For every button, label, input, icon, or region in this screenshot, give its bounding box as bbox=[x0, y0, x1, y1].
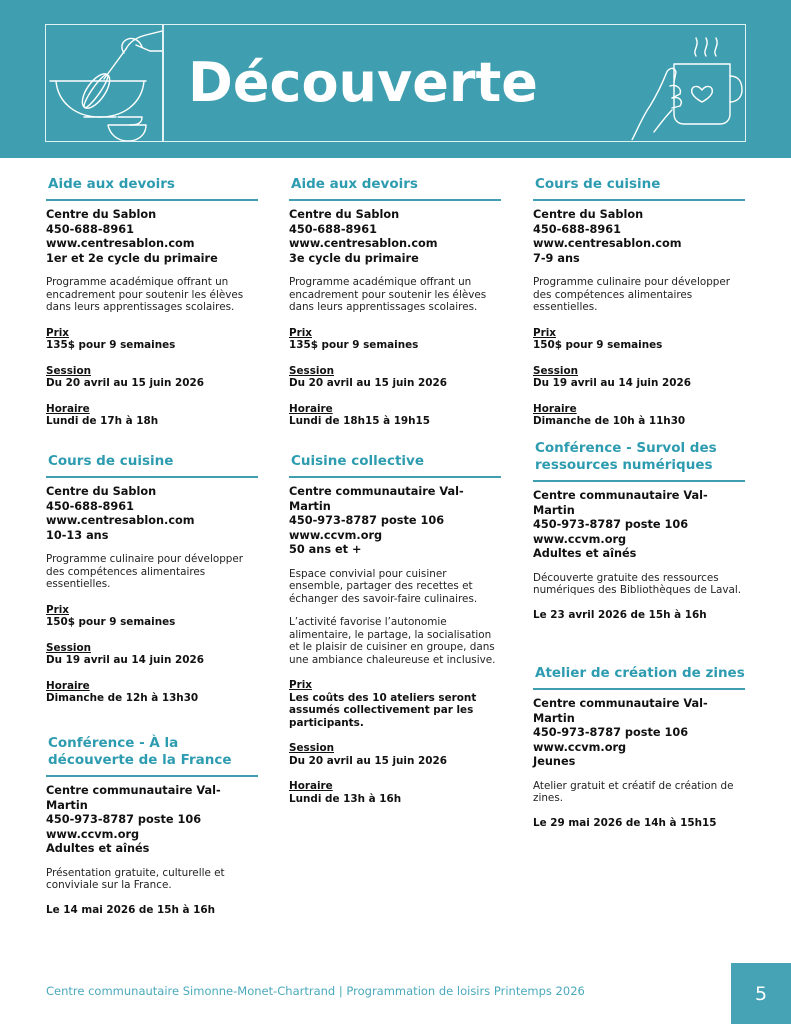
card-phone: 450-688-8961 bbox=[533, 222, 621, 236]
page-number: 5 bbox=[731, 963, 791, 1024]
card-title: Aide aux devoirs bbox=[291, 176, 418, 192]
card-date: Le 14 mai 2026 de 15h à 16h bbox=[46, 903, 215, 916]
card-phone: 450-688-8961 bbox=[46, 499, 134, 513]
card-description: Programme académique offrant un encadrement pour soutenir les élèves dans leurs apprentissages scolaires. bbox=[289, 276, 487, 313]
card-description: Programme culinaire pour développer des compétences alimentaires essentielles. bbox=[533, 276, 731, 313]
card-title: Atelier de création de zines bbox=[535, 665, 745, 681]
card-venue: Centre communautaire Val-Martin bbox=[46, 784, 221, 812]
session-label: Session bbox=[289, 742, 334, 754]
card-audience: 50 ans et + bbox=[289, 543, 362, 556]
card-venue: Centre communautaire Val-Martin bbox=[533, 489, 708, 517]
card-description: Présentation gratuite, culturelle et conviviale sur la France. bbox=[46, 866, 225, 891]
prix-label: Prix bbox=[289, 326, 313, 339]
card-title: Cours de cuisine bbox=[535, 176, 661, 192]
card-venue: Centre communautaire Val-Martin bbox=[289, 485, 464, 513]
horaire-label: Horaire bbox=[46, 402, 90, 415]
session-value: Du 20 avril au 15 juin 2026 bbox=[289, 754, 447, 767]
card-phone: 450-973-8787 poste 106 bbox=[533, 518, 689, 531]
horaire-label: Horaire bbox=[289, 402, 333, 415]
card-divider bbox=[46, 775, 258, 777]
prix-label: Prix bbox=[46, 326, 70, 339]
whisk-bowl-illustration-icon bbox=[46, 25, 162, 141]
session-label: Session bbox=[46, 641, 91, 654]
session-value: Du 19 avril au 14 juin 2026 bbox=[46, 654, 204, 666]
card-divider bbox=[46, 476, 258, 478]
card-website: www.ccvm.org bbox=[46, 827, 140, 841]
card-website: www.ccvm.org bbox=[533, 740, 627, 754]
horaire-value: Lundi de 18h15 à 19h15 bbox=[289, 415, 431, 427]
prix-value: 150$ pour 9 semaines bbox=[46, 616, 176, 628]
card-description: Espace convivial pour cuisiner ensemble, partager des recettes et échanger des savoir-faire culinaires. bbox=[289, 567, 478, 605]
card-aide-devoirs-1 bbox=[46, 176, 258, 428]
horaire-label: Horaire bbox=[289, 780, 333, 792]
card-divider bbox=[533, 688, 745, 690]
horaire-value: Dimanche de 12h à 13h30 bbox=[46, 692, 199, 704]
card-phone: 450-688-8961 bbox=[46, 222, 134, 236]
card-phone: 450-973-8787 poste 106 bbox=[46, 813, 202, 826]
card-description: Atelier gratuit et créatif de création de zines. bbox=[533, 779, 734, 804]
card-description: Programme académique offrant un encadrement pour soutenir les élèves dans leurs apprentissages scolaires. bbox=[46, 276, 244, 313]
header-divider bbox=[162, 25, 164, 141]
horaire-value: Lundi de 17h à 18h bbox=[46, 415, 159, 427]
card-audience: Adultes et aînés bbox=[533, 547, 637, 560]
prix-value: 135$ pour 9 semaines bbox=[289, 339, 419, 351]
horaire-value: Lundi de 13h à 16h bbox=[289, 792, 402, 805]
prix-value: Les coûts des 10 ateliers seront assumés collectivement par les participants. bbox=[289, 691, 477, 729]
card-website: www.centresablon.com bbox=[46, 514, 195, 527]
card-audience: 10-13 ans bbox=[46, 528, 109, 542]
card-title: Conférence - À la découverte de la France bbox=[48, 735, 232, 768]
card-description: Programme culinaire pour développer des compétences alimentaires essentielles. bbox=[46, 553, 244, 590]
card-title: Cuisine collective bbox=[291, 453, 425, 469]
card-phone: 450-973-8787 poste 106 bbox=[533, 726, 689, 739]
horaire-value: Dimanche de 10h à 11h30 bbox=[533, 415, 686, 427]
card-venue: Centre du Sablon bbox=[46, 485, 157, 498]
footer-text: Centre communautaire Simonne-Monet-Chartrand | Programmation de loisirs Printemps 2026 bbox=[46, 984, 585, 998]
prix-label: Prix bbox=[289, 679, 313, 691]
card-website: www.centresablon.com bbox=[46, 237, 195, 250]
card-title: Conférence - Survol des ressources numériques bbox=[535, 440, 717, 473]
card-phone: 450-688-8961 bbox=[289, 222, 377, 236]
horaire-label: Horaire bbox=[46, 679, 90, 692]
card-website: www.ccvm.org bbox=[533, 532, 627, 546]
card-date: Le 23 avril 2026 de 15h à 16h bbox=[533, 608, 707, 621]
card-divider bbox=[46, 199, 258, 201]
session-value: Du 20 avril au 15 juin 2026 bbox=[289, 377, 447, 389]
session-value: Du 19 avril au 14 juin 2026 bbox=[533, 377, 691, 389]
card-aide-devoirs-2 bbox=[289, 176, 501, 428]
card-cours-cuisine-2 bbox=[46, 453, 258, 705]
card-conference-ressources bbox=[533, 440, 745, 621]
card-divider bbox=[289, 476, 501, 478]
card-website: www.centresablon.com bbox=[533, 237, 682, 250]
session-label: Session bbox=[289, 364, 334, 377]
card-divider bbox=[533, 199, 745, 201]
session-value: Du 20 avril au 15 juin 2026 bbox=[46, 377, 204, 389]
page-header bbox=[0, 0, 791, 158]
card-title: Cours de cuisine bbox=[48, 453, 174, 469]
card-audience: Jeunes bbox=[533, 755, 576, 768]
card-phone: 450-973-8787 poste 106 bbox=[289, 514, 445, 527]
card-audience: Adultes et aînés bbox=[46, 842, 150, 855]
prix-label: Prix bbox=[533, 326, 557, 339]
card-venue: Centre communautaire Val-Martin bbox=[533, 697, 708, 725]
card-cours-cuisine-1 bbox=[533, 176, 745, 428]
prix-value: 150$ pour 9 semaines bbox=[533, 339, 663, 351]
card-description-2: L’activité favorise l’autonomie alimentaire, le partage, la socialisation et le plaisir de cuisiner en groupe, dans une ambiance chaleureuse et inclusive. bbox=[289, 616, 496, 666]
coffee-mug-hand-illustration-icon bbox=[630, 36, 746, 140]
prix-label: Prix bbox=[46, 603, 70, 616]
card-divider bbox=[533, 480, 745, 482]
card-venue: Centre du Sablon bbox=[46, 208, 157, 221]
card-title: Aide aux devoirs bbox=[48, 176, 175, 192]
card-conference-france bbox=[46, 735, 258, 916]
card-description: Découverte gratuite des ressources numériques des Bibliothèques de Laval. bbox=[533, 571, 742, 596]
card-cuisine-collective bbox=[289, 453, 501, 805]
session-label: Session bbox=[46, 364, 91, 377]
card-divider bbox=[289, 199, 501, 201]
card-audience: 3e cycle du primaire bbox=[289, 251, 419, 265]
card-website: www.ccvm.org bbox=[289, 528, 383, 542]
card-venue: Centre du Sablon bbox=[533, 208, 644, 221]
horaire-label: Horaire bbox=[533, 402, 577, 415]
card-audience: 1er et 2e cycle du primaire bbox=[46, 251, 218, 265]
card-date: Le 29 mai 2026 de 14h à 15h15 bbox=[533, 816, 717, 829]
page-title: Découverte bbox=[188, 51, 538, 114]
card-atelier-zines bbox=[533, 665, 745, 829]
prix-value: 135$ pour 9 semaines bbox=[46, 339, 176, 351]
card-audience: 7-9 ans bbox=[533, 251, 580, 265]
session-label: Session bbox=[533, 364, 578, 377]
card-venue: Centre du Sablon bbox=[289, 208, 400, 221]
card-website: www.centresablon.com bbox=[289, 237, 438, 250]
